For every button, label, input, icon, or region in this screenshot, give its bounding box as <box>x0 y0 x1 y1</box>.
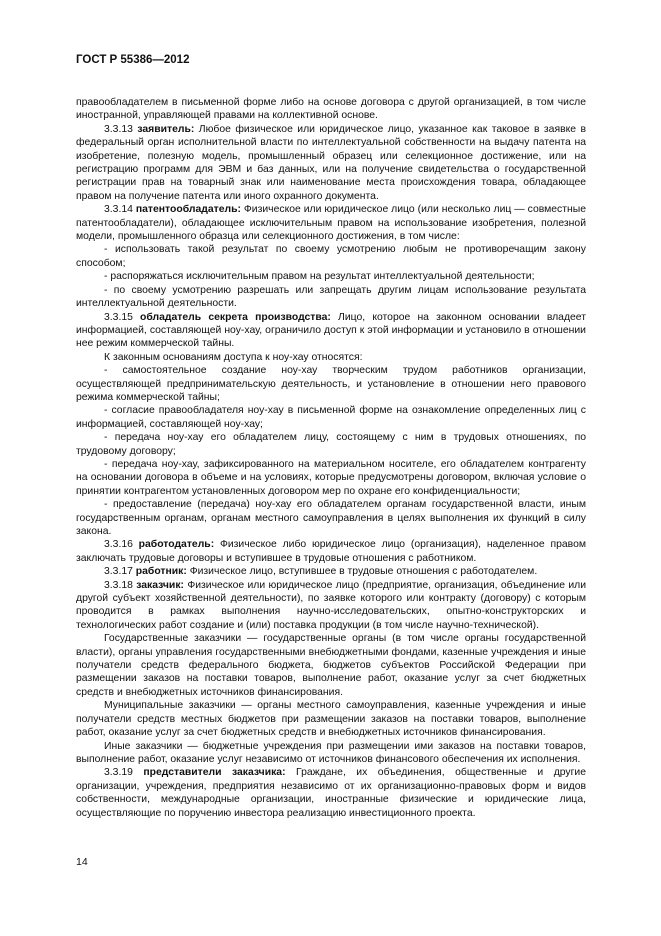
paragraph-text: - самостоятельное создание ноу-хау творческим трудом работников организации, осуществляющей предпринимательскую деятельность, и установление в отношении него правового режима коммерческой тайны; <box>76 365 586 403</box>
term-name: работник: <box>135 566 187 578</box>
clause-number: 3.3.14 <box>104 204 133 216</box>
paragraph <box>76 498 586 538</box>
paragraph-text: - использовать такой результат по своему усмотрению любым не противоречащим закону способом; <box>76 244 586 269</box>
paragraph-text: правообладателем в письменной форме либо на основе договора с другой организацией, в том числе иностранной, управляющей правами на коллективной основе. <box>76 97 586 122</box>
document-header: ГОСТ Р 55386—2012 <box>76 54 190 66</box>
paragraph <box>76 270 586 283</box>
paragraph-text: Физическое лицо, вступившее в трудовые отношения с работодателем. <box>189 566 538 578</box>
paragraph-text: - передача ноу-хау его обладателем лицу, состоящему с ним в трудовых отношениях, по трудовому договору; <box>76 432 586 457</box>
paragraph-text: - по своему усмотрению разрешать или запрещать другим лицам использование результата интеллектуальной деятельности. <box>76 284 586 310</box>
paragraph <box>76 96 586 123</box>
paragraph <box>76 431 586 458</box>
paragraph-text: Физическое или юридическое лицо (или несколько лиц — совместные патентообладатели), обладающее исключительным правом на использование изобретения, полезной модели, промышленного образца или селекционного достижения, в том числе: <box>76 204 586 243</box>
paragraph <box>76 458 586 498</box>
clause-number: 3.3.13 <box>104 123 133 135</box>
paragraph <box>76 699 586 739</box>
paragraph-text: Физическое либо юридическое лицо (организация), наделенное правом заключать трудовые договоры и вступившее в трудовые отношения с работником. <box>76 539 586 564</box>
paragraph <box>76 404 586 431</box>
paragraph <box>76 740 586 767</box>
term-definition <box>76 203 586 243</box>
term-definition <box>76 565 586 578</box>
term-definition <box>76 766 586 820</box>
paragraph <box>76 284 586 311</box>
term-definition <box>76 311 586 351</box>
paragraph <box>76 364 586 404</box>
term-definition <box>76 123 586 203</box>
term-name: патентообладатель: <box>135 204 241 216</box>
paragraph <box>76 243 586 270</box>
paragraph-text: - распоряжаться исключительным правом на результат интеллектуальной деятельности; <box>104 271 535 283</box>
term-name: представители заказчика: <box>143 767 286 779</box>
document-body <box>76 96 586 820</box>
clause-number: 3.3.17 <box>104 566 133 578</box>
paragraph-text: Граждане, их объединения, общественные и другие организации, учреждения, предприятия независимо от их организационно-правовых форм и видов собственности, международные организации, иностранные физические и юридические лица, осуществляющие по поручению инвестора реализацию инвестиционного проекта. <box>76 767 586 819</box>
paragraph-text: Государственные заказчики — государственные органы (в том числе органы государственной власти), органы управления государственными внебюджетными фондами, казенные учреждения и иные получатели средств федерального бюджета, бюджетов субъектов Российской Федерации при размещении заказов на поставки товаров, выполнение работ, оказание услуг за счет бюджетных средств и внебюджетных источников финансирования. <box>76 633 586 698</box>
paragraph-text: К законным основаниям доступа к ноу-хау относятся: <box>104 351 363 363</box>
paragraph-text: - передача ноу-хау, зафиксированного на материальном носителе, его обладателем контрагенту на основании договора в объеме и на условиях, которые предусмотрены договором, включая условие о принятии контрагентом установленных договором мер по охране его конфиденциальности; <box>76 458 586 497</box>
clause-number: 3.3.16 <box>104 539 133 551</box>
paragraph-text: Иные заказчики — бюджетные учреждения при размещении ими заказов на поставки товаров, выполнение работ, оказание услуг независимо от источников финансового обеспечения их исполнения. <box>76 740 586 765</box>
term-name: заказчик: <box>136 579 184 591</box>
paragraph-text: Любое физическое или юридическое лицо, указанное как таковое в заявке в федеральный орган исполнительной власти по интеллектуальной собственности на выдачу патента на изобретение, полезную модель, промышленный образец или селекционное достижение, или на регистрацию программ для ЭВМ и баз данных, или на получение свидетельства о государственной регистрации прав на товарный знак или наименование места происхождения товара, обладающее правом на получение патента или иного охранного документа. <box>76 123 587 202</box>
paragraph-text: Муниципальные заказчики — органы местного самоуправления, казенные учреждения и иные получатели средств местных бюджетов при размещении заказов на поставки товаров, выполнение работ, оказание услуг за счет бюджетных средств и внебюджетных источников финансирования. <box>76 700 586 739</box>
term-definition <box>76 538 586 565</box>
paragraph-text: - предоставление (передача) ноу-хау его обладателем органам государственной власти, иным государственным органам, органам местного самоуправления в целях выполнения их функций в силу закона. <box>76 499 586 537</box>
term-name: заявитель: <box>137 123 195 135</box>
clause-number: 3.3.18 <box>104 579 133 591</box>
clause-number: 3.3.19 <box>104 767 133 779</box>
paragraph-text: Физическое или юридическое лицо (предприятие, организация, объединение или другой субъект хозяйственной деятельности), по заявке которого или контракту (договору) с которым проводится в рамках выполнения научно-исследовательских, опытно-конструкторских и технологических работ создание и (или) поставка продукции (в том числе научно-технической). <box>76 579 587 631</box>
page-number: 14 <box>76 856 88 868</box>
paragraph <box>76 632 586 699</box>
term-definition <box>76 579 586 633</box>
term-name: обладатель секрета производства: <box>140 311 331 323</box>
paragraph-text: - согласие правообладателя ноу-хау в письменной форме на ознакомление определенных лиц с информацией, составляющей ноу-хау; <box>76 405 586 430</box>
term-name: работодатель: <box>138 539 215 551</box>
paragraph-text: Лицо, которое на законном основании владеет информацией, составляющей ноу-хау, ограничило доступ к этой информации и установило в отношении нее режим коммерческой тайны. <box>76 311 586 350</box>
clause-number: 3.3.15 <box>104 311 133 323</box>
paragraph <box>76 351 586 364</box>
